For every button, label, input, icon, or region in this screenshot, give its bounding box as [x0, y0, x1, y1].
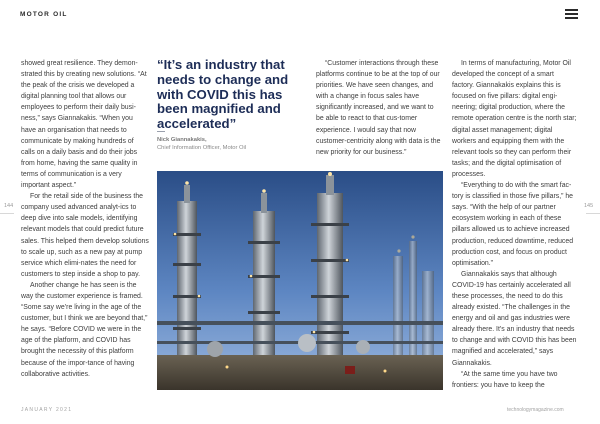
article-paragraph: “Customer interactions through these platforms continue to be at the top of our priorities. We have seen changes, and with a change in focus sales have significantly increased, and we want to be able to react to that cus-tomer experience. I would say that now customer-centricity along with data is the new priority for our business.” [316, 60, 441, 156]
hamburger-menu-icon[interactable] [565, 9, 578, 20]
article-paragraph: “At the same time you have two frontiers: you have to keep the [452, 370, 558, 389]
article-column-1 [21, 58, 149, 380]
article-paragraph: For the retail side of the business the company used advanced analyt-ics to deep dive into sale models, identifying relevant models that could predict future sales. This helped them develop solutions to scale up, such as a new pay at pump service which elimi-nates the need for customers to step inside a shop to pay. [21, 193, 149, 278]
magazine-section-logo: MOTOR OIL [20, 11, 68, 18]
refinery-photo [157, 171, 443, 390]
pull-quote-attribution-title: Chief Information Officer, Motor Oil [157, 145, 247, 151]
pull-quote-divider [157, 131, 165, 132]
issue-date: JANUARY 2021 [21, 407, 73, 413]
article-paragraph: In terms of manufacturing, Motor Oil developed the concept of a smart factory. Giannakakis explains this is focused on five pillars: digital engi-neering; digital production, where the remote operation centre is the north star; digital asset management; digital workers and equipping them with the relevant tools so they can perform their tasks; and the digital optimisation of processes. [452, 60, 577, 178]
pull-quote-attribution-name: Nick Giannakakis, [157, 137, 207, 143]
pull-quote: “It’s an industry that needs to change and with COVID this has been magnified and accelerated” [157, 57, 289, 132]
page-number-left: 144 [4, 203, 14, 209]
article-paragraph: “Everything to do with the smart fac-tory is classified in those five pillars,” he says. “With the help of our partner ecosystem working in each of these pillars allowed us to achieve increased production, reduced downtime, reduced production cost, and focus on product optimisation.” [452, 182, 574, 267]
article-paragraph: Giannakakis says that although COVID-19 has certainly accelerated all these processes, the need to do this already existed. “The challenges in the energy and oil and gas industries were already there. It’s an industry that needs to change and with COVID this has been magnified and accelerated,” says Giannakakis. [452, 270, 577, 367]
page-number-left-rule [0, 213, 14, 214]
page-number-right: 145 [584, 203, 594, 209]
page-number-right-rule [586, 213, 600, 214]
article-paragraph: Another change he has seen is the way the customer experience is framed. “Some say we’re living in the age of the customer, but I think we are beyond that,” he says. “Before COVID we were in the age of the platform, and COVID has brought the necessity of this platform because of the impor-tance of having collaborative activities. [21, 281, 148, 378]
site-url: technologymagazine.com [507, 407, 564, 413]
article-column-3 [316, 58, 442, 158]
article-column-4 [452, 58, 577, 391]
article-paragraph: showed great resilience. They demon-strated this by creating new solutions. “At the peak of the crisis we developed a digital planning tool that allows our employees to perform their daily busi-ness,” says Giannakakis. “When you have an organisation that needs to communicate by making hundreds of calls on a daily basis and do their jobs from home, having the same quality in terms of communication is a very important aspect.” [21, 60, 147, 190]
